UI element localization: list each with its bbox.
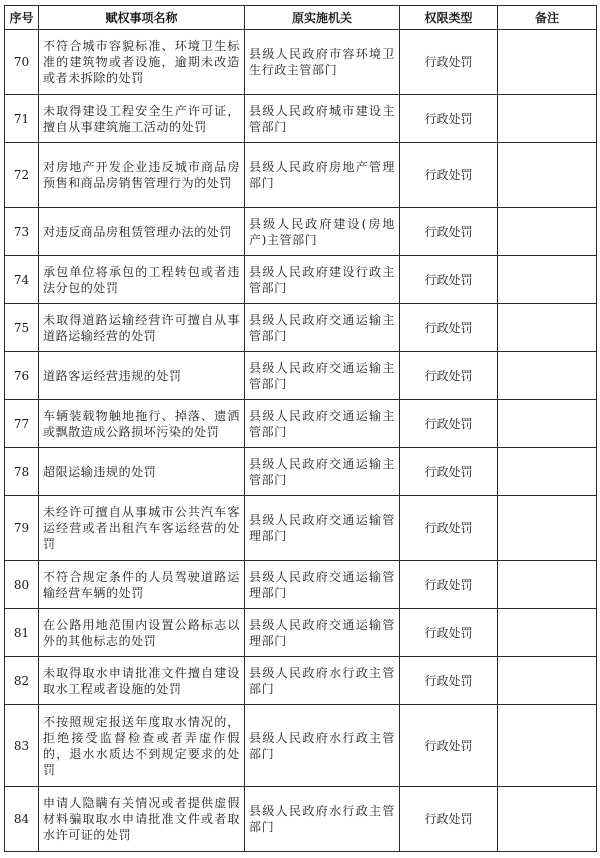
table-row — [5, 30, 597, 95]
table-row — [5, 352, 597, 400]
row-dept: 县级人民政府交通运输管理部门 — [245, 496, 400, 561]
header-item: 赋权事项名称 — [39, 6, 245, 30]
row-type: 行政处罚 — [400, 400, 498, 448]
row-note — [498, 609, 597, 657]
row-note — [498, 705, 597, 787]
table-row — [5, 561, 597, 609]
row-num: 76 — [5, 352, 39, 400]
table-row — [5, 705, 597, 787]
row-item: 车辆装载物触地拖行、掉落、遗洒或飘散造成公路损坏污染的处罚 — [39, 400, 245, 448]
row-item: 承包单位将承包的工程转包或者违法分包的处罚 — [39, 256, 245, 304]
row-item: 未经许可擅自从事城市公共汽车客运经营或者出租汽车客运经营的处罚 — [39, 496, 245, 561]
header-note: 备注 — [498, 6, 597, 30]
row-type: 行政处罚 — [400, 256, 498, 304]
table-row — [5, 496, 597, 561]
row-num: 79 — [5, 496, 39, 561]
row-item: 道路客运经营违规的处罚 — [39, 352, 245, 400]
table-row — [5, 609, 597, 657]
row-dept: 县级人民政府城市建设主管部门 — [245, 95, 400, 143]
row-item: 申请人隐瞒有关情况或者提供虚假材料骗取取水申请批准文件或者取水许可证的处罚 — [39, 787, 245, 852]
header-row — [5, 6, 597, 30]
row-note — [498, 400, 597, 448]
row-type: 行政处罚 — [400, 208, 498, 256]
row-item: 未取得取水申请批准文件擅自建设取水工程或者设施的处罚 — [39, 657, 245, 705]
row-dept: 县级人民政府水行政主管部门 — [245, 657, 400, 705]
header-dept: 原实施机关 — [245, 6, 400, 30]
table-row — [5, 95, 597, 143]
row-dept: 县级人民政府建设行政主管部门 — [245, 256, 400, 304]
row-num: 70 — [5, 30, 39, 95]
row-dept: 县级人民政府水行政主管部门 — [245, 705, 400, 787]
row-dept: 县级人民政府交通运输主管部门 — [245, 352, 400, 400]
row-num: 78 — [5, 448, 39, 496]
authority-table — [4, 5, 597, 852]
row-num: 71 — [5, 95, 39, 143]
row-type: 行政处罚 — [400, 496, 498, 561]
row-note — [498, 30, 597, 95]
row-num: 75 — [5, 304, 39, 352]
row-type: 行政处罚 — [400, 95, 498, 143]
header-type: 权限类型 — [400, 6, 498, 30]
row-note — [498, 208, 597, 256]
table-row — [5, 143, 597, 208]
row-note — [498, 561, 597, 609]
row-dept: 县级人民政府建设(房地产)主管部门 — [245, 208, 400, 256]
row-note — [498, 95, 597, 143]
row-type: 行政处罚 — [400, 352, 498, 400]
row-note — [498, 787, 597, 852]
row-num: 73 — [5, 208, 39, 256]
row-num: 72 — [5, 143, 39, 208]
row-type: 行政处罚 — [400, 448, 498, 496]
row-type: 行政处罚 — [400, 30, 498, 95]
table-row — [5, 400, 597, 448]
row-type: 行政处罚 — [400, 657, 498, 705]
row-note — [498, 143, 597, 208]
row-item: 对违反商品房租赁管理办法的处罚 — [39, 208, 245, 256]
row-item: 未取得建设工程安全生产许可证，擅自从事建筑施工活动的处罚 — [39, 95, 245, 143]
row-dept: 县级人民政府交通运输管理部门 — [245, 561, 400, 609]
row-dept: 县级人民政府交通运输主管部门 — [245, 400, 400, 448]
row-num: 77 — [5, 400, 39, 448]
row-type: 行政处罚 — [400, 609, 498, 657]
row-note — [498, 657, 597, 705]
table-row — [5, 787, 597, 852]
row-dept: 县级人民政府市容环境卫生行政主管部门 — [245, 30, 400, 95]
row-type: 行政处罚 — [400, 705, 498, 787]
header-num: 序号 — [5, 6, 39, 30]
row-dept: 县级人民政府水行政主管部门 — [245, 787, 400, 852]
row-type: 行政处罚 — [400, 787, 498, 852]
table-row — [5, 448, 597, 496]
row-dept: 县级人民政府交通运输主管部门 — [245, 304, 400, 352]
row-note — [498, 496, 597, 561]
row-dept: 县级人民政府房地产管理部门 — [245, 143, 400, 208]
row-type: 行政处罚 — [400, 561, 498, 609]
table-row — [5, 208, 597, 256]
row-dept: 县级人民政府交通运输管理部门 — [245, 609, 400, 657]
row-num: 74 — [5, 256, 39, 304]
row-num: 81 — [5, 609, 39, 657]
row-item: 对房地产开发企业违反城市商品房预售和商品房销售管理行为的处罚 — [39, 143, 245, 208]
row-item: 在公路用地范围内设置公路标志以外的其他标志的处罚 — [39, 609, 245, 657]
row-note — [498, 448, 597, 496]
row-item: 超限运输违规的处罚 — [39, 448, 245, 496]
row-note — [498, 352, 597, 400]
row-item: 不符合规定条件的人员驾驶道路运输经营车辆的处罚 — [39, 561, 245, 609]
row-num: 84 — [5, 787, 39, 852]
table-row — [5, 657, 597, 705]
row-item: 不按照规定报送年度取水情况的，拒绝接受监督检查或者弄虚作假的，退水水质达不到规定要求的处罚 — [39, 705, 245, 787]
row-note — [498, 256, 597, 304]
row-type: 行政处罚 — [400, 143, 498, 208]
table-row — [5, 256, 597, 304]
row-item: 未取得道路运输经营许可擅自从事道路运输经营的处罚 — [39, 304, 245, 352]
row-dept: 县级人民政府交通运输主管部门 — [245, 448, 400, 496]
table-row — [5, 304, 597, 352]
row-type: 行政处罚 — [400, 304, 498, 352]
row-num: 82 — [5, 657, 39, 705]
row-num: 80 — [5, 561, 39, 609]
row-num: 83 — [5, 705, 39, 787]
row-note — [498, 304, 597, 352]
row-item: 不符合城市容貌标准、环境卫生标准的建筑物或者设施，逾期未改造或者未拆除的处罚 — [39, 30, 245, 95]
